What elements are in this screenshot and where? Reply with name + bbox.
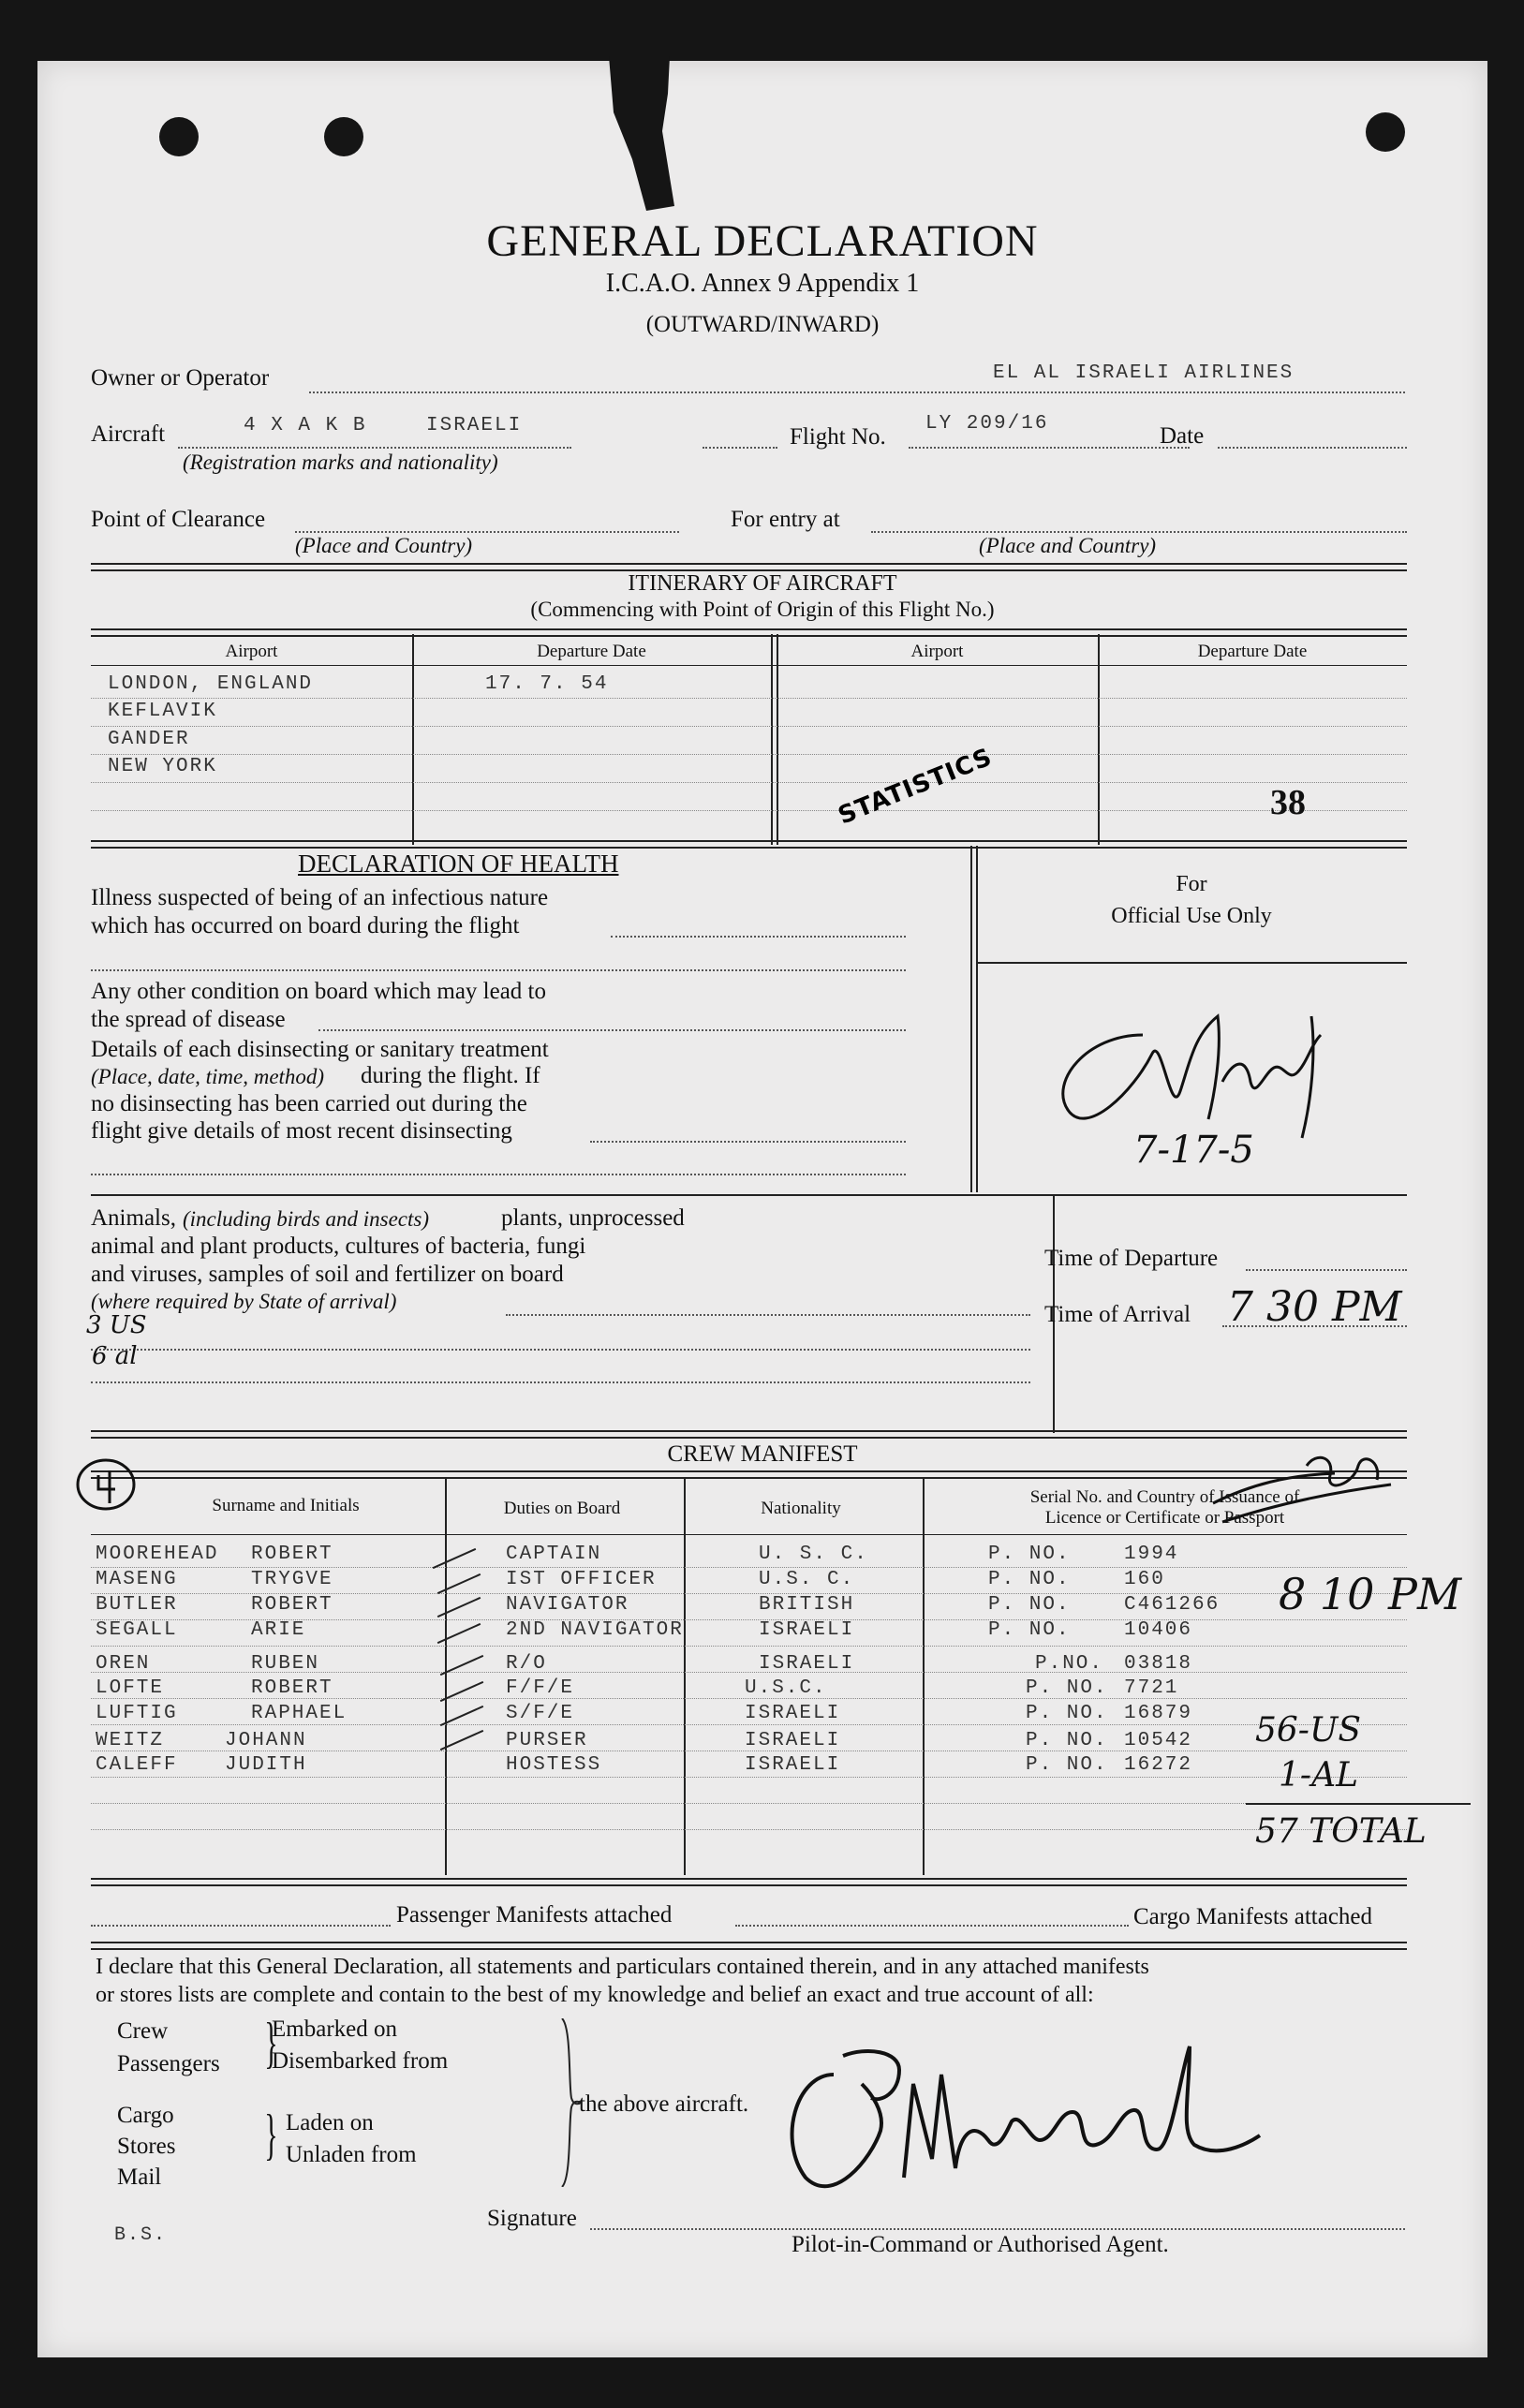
illness-line [611, 936, 906, 938]
crew-handwritten-al: 1-AL [1279, 1756, 1358, 1795]
health-details-1: Details of each disinsecting or sanitary treatment [91, 1037, 549, 1062]
other-line [318, 1029, 906, 1031]
animals-line-2 [91, 1349, 1030, 1351]
crew-col-duty: Duties on Board [503, 1499, 621, 1518]
crew-duty: HOSTESS [506, 1754, 602, 1776]
entry-label: For entry at [731, 507, 840, 532]
time-arrival-label: Time of Arrival [1044, 1302, 1191, 1327]
itinerary-airport-0[interactable]: LONDON, ENGLAND [108, 673, 314, 695]
animals-line [506, 1314, 1030, 1316]
crew-duty: F/F/E [506, 1677, 575, 1699]
crew-nationality: U.S.C. [745, 1677, 827, 1699]
decl-stores: Stores [117, 2134, 176, 2159]
flight-line [909, 447, 1190, 449]
crew-serial: 10542 [1124, 1730, 1193, 1751]
crew-surname: MASENG [96, 1569, 178, 1590]
declaration-top-rule [91, 1942, 1407, 1950]
crew-col-line-1 [445, 1477, 447, 1875]
itinerary-col-departure-2: Departure Date [1197, 642, 1308, 661]
crew-nationality: BRITISH [759, 1594, 855, 1616]
itinerary-row-line [91, 810, 1407, 811]
crew-duty: PURSER [506, 1730, 588, 1751]
aircraft-registration[interactable]: 4 X A K B [244, 415, 367, 436]
passenger-manifests: Passenger Manifests attached [396, 1902, 673, 1928]
itinerary-row-line [91, 782, 1407, 783]
crew-col-line-2 [684, 1477, 686, 1875]
crew-surname: WEITZ [96, 1730, 165, 1751]
tear-mark [557, 56, 726, 225]
decl-crew: Crew [117, 2018, 169, 2044]
crew-nationality: ISRAELI [759, 1653, 855, 1675]
animals-4: (where required by State of arrival) [91, 1290, 397, 1313]
itinerary-col-departure-1: Departure Date [537, 642, 646, 661]
date-label: Date [1160, 423, 1205, 449]
crew-serial: 1994 [1124, 1544, 1179, 1565]
aircraft-nationality[interactable]: ISRAELI [426, 415, 523, 436]
signature-label: Signature [487, 2206, 577, 2231]
health-details-2a: (Place, date, time, method) [91, 1065, 325, 1088]
crew-duty: R/O [506, 1653, 547, 1675]
crew-nationality: ISRAELI [745, 1703, 841, 1724]
crew-handwritten-total: 57 TOTAL [1255, 1812, 1427, 1851]
official-bottom-rule [1021, 1194, 1407, 1196]
declaration-line-2: or stores lists are complete and contain to the best of my knowledge and belief an exact and true account of all: [96, 1983, 1094, 2007]
crew-pno: P. NO. [988, 1569, 1071, 1590]
crew-serial: 7721 [1124, 1677, 1179, 1699]
decl-cargo: Cargo [117, 2103, 174, 2128]
crew-row-line [91, 1724, 1407, 1725]
cargo-manifest-line [735, 1925, 1129, 1927]
crew-duty: NAVIGATOR [506, 1594, 629, 1616]
decl-passengers: Passengers [117, 2051, 220, 2076]
crew-serial: 16879 [1124, 1703, 1193, 1724]
crew-duty: IST OFFICER [506, 1569, 657, 1590]
crew-first-name: ARIE [251, 1619, 306, 1641]
crew-nationality: U. S. C. [759, 1544, 868, 1565]
registration-note: (Registration marks and nationality) [183, 451, 498, 474]
flight-lead-line [703, 447, 777, 449]
crew-surname: CALEFF [96, 1754, 178, 1776]
health-title: DECLARATION OF HEALTH [298, 849, 619, 878]
crew-surname: SEGALL [96, 1619, 178, 1641]
health-other-2: the spread of disease [91, 1007, 286, 1032]
owner-label: Owner or Operator [91, 365, 270, 391]
crew-handwritten-time: 8 10 PM [1279, 1569, 1462, 1619]
owner-value[interactable]: EL AL ISRAELI AIRLINES [993, 362, 1295, 384]
check-mark [433, 1548, 476, 1569]
official-handwritten-date: 7-17-5 [1133, 1129, 1254, 1172]
form-subtitle: I.C.A.O. Annex 9 Appendix 1 [605, 269, 920, 298]
itinerary-bottom-rule [91, 840, 1407, 849]
aircraft-label: Aircraft [91, 421, 166, 447]
crew-serial: 03818 [1124, 1653, 1193, 1675]
health-illness-2: which has occurred on board during the flight [91, 913, 520, 938]
health-details-4: flight give details of most recent disinsecting [91, 1118, 512, 1144]
health-details-2b: during the flight. If [361, 1063, 540, 1088]
crew-duty: S/F/E [506, 1703, 575, 1724]
itinerary-airport-2[interactable]: GANDER [108, 729, 190, 750]
crew-duty: 2ND NAVIGATOR [506, 1619, 684, 1641]
time-arrival-value[interactable]: 7 30 PM [1227, 1283, 1402, 1331]
health-divider-b [976, 846, 978, 1192]
crew-surname: LUFTIG [96, 1703, 178, 1724]
crew-pno: P. NO. [1026, 1754, 1108, 1776]
crew-row-line [91, 1803, 1407, 1804]
details-line-2 [91, 1174, 906, 1175]
form-direction: (OUTWARD/INWARD) [645, 312, 880, 337]
illness-line-2 [91, 969, 906, 971]
initials: B.S. [114, 2224, 168, 2246]
itinerary-header-rule [91, 628, 1407, 637]
crew-pno: P. NO. [988, 1594, 1071, 1616]
animals-2: animal and plant products, cultures of bacteria, fungi [91, 1234, 586, 1259]
signature-line [590, 2228, 1405, 2230]
crew-duty: CAPTAIN [506, 1544, 602, 1565]
decl-unladen: Unladen from [286, 2142, 417, 2167]
owner-line [309, 391, 1405, 393]
crew-surname: LOFTE [96, 1677, 165, 1699]
animals-3: and viruses, samples of soil and fertilizer on board [91, 1262, 564, 1287]
crew-first-name: RAPHAEL [251, 1703, 348, 1724]
itinerary-airport-1[interactable]: KEFLAVIK [108, 701, 217, 722]
itinerary-departure-date[interactable]: 17. 7. 54 [485, 673, 609, 695]
decl-above-aircraft: the above aircraft. [579, 2091, 749, 2117]
punch-hole-right [1366, 112, 1405, 152]
pilot-signature [777, 2018, 1265, 2234]
decl-embarked: Embarked on [272, 2017, 397, 2042]
crew-pno: P. NO. [988, 1544, 1071, 1565]
health-other-1: Any other condition on board which may lead to [91, 979, 546, 1004]
punch-hole-left [159, 117, 199, 156]
crew-pno: P. NO. [1026, 1703, 1108, 1724]
crew-surname: BUTLER [96, 1594, 178, 1616]
crew-row-line [91, 1567, 1407, 1568]
check-mark [437, 1597, 481, 1618]
crew-serial: C461266 [1124, 1594, 1221, 1616]
itinerary-col-airport-2: Airport [910, 642, 964, 661]
clearance-line [295, 531, 679, 533]
crew-pno: P. NO. [1026, 1677, 1108, 1699]
itinerary-row-line [91, 726, 1407, 727]
health-divider [970, 846, 972, 1192]
passenger-manifest-line [91, 1925, 391, 1927]
cargo-manifests: Cargo Manifests attached [1133, 1904, 1373, 1929]
decl-disembarked: Disembarked from [272, 2048, 449, 2074]
itinerary-col-airport-1: Airport [225, 642, 278, 661]
declaration-form [37, 61, 1487, 2357]
crew-col-nat: Nationality [761, 1499, 841, 1518]
crew-row-line [91, 1646, 1407, 1647]
crew-first-name: RUBEN [251, 1653, 320, 1675]
crew-first-name: TRYGVE [251, 1569, 333, 1590]
crew-first-name: ROBERT [251, 1544, 333, 1565]
crew-col-serial-1: Serial No. and Country of Issuance of [1029, 1487, 1300, 1507]
clearance-label: Point of Clearance [91, 507, 266, 532]
crew-col-line-3 [923, 1477, 925, 1875]
crew-handwritten-us: 56-US [1255, 1711, 1361, 1750]
crew-pno: P.NO. [1035, 1653, 1104, 1675]
date-line [1218, 447, 1407, 449]
crew-pno: P. NO. [988, 1619, 1071, 1641]
brace: } [264, 2012, 278, 2074]
itinerary-airport-3[interactable]: NEW YORK [108, 756, 217, 777]
decl-mail: Mail [117, 2164, 162, 2190]
itinerary-title: ITINERARY OF AIRCRAFT [628, 571, 897, 596]
itinerary-col-header-rule [91, 665, 1407, 666]
sum-rule [1246, 1803, 1471, 1805]
flight-value[interactable]: LY 209/16 [925, 413, 1049, 435]
official-use-only: Official Use Only [1111, 904, 1272, 928]
animals-handwritten-us: 3 US [86, 1311, 147, 1339]
crew-top-rule [91, 1430, 1407, 1439]
flight-label: Flight No. [790, 424, 886, 450]
time-departure-label: Time of Departure [1044, 1246, 1219, 1271]
clearance-place-note: (Place and Country) [295, 534, 473, 557]
crew-header-scribble [1194, 1447, 1419, 1541]
official-for: For [1176, 872, 1207, 896]
punch-hole-mid [324, 117, 363, 156]
pilot-in-command: Pilot-in-Command or Authorised Agent. [792, 2232, 1169, 2257]
crew-row-line [91, 1829, 1407, 1830]
itinerary-number: 38 [1270, 783, 1306, 822]
form-title: GENERAL DECLARATION [486, 216, 1039, 266]
brace: } [264, 2104, 278, 2165]
itinerary-row-line [91, 698, 1407, 699]
animals-1b: (including birds and insects) [183, 1207, 429, 1231]
health-illness-1: Illness suspected of being of an infectious nature [91, 885, 549, 910]
crew-surname: MOOREHEAD [96, 1544, 219, 1565]
details-line [590, 1141, 906, 1143]
crew-first-name: ROBERT [251, 1594, 333, 1616]
crew-surname: OREN [96, 1653, 151, 1675]
animals-top-rule [91, 1194, 1056, 1196]
animals-line-3 [91, 1381, 1030, 1383]
crew-serial: 16272 [1124, 1754, 1193, 1776]
crew-first-name: JOHANN [225, 1730, 307, 1751]
itinerary-subtitle: (Commencing with Point of Origin of this Flight No.) [530, 598, 995, 621]
aircraft-line [178, 447, 571, 449]
crew-serial: 10406 [1124, 1619, 1193, 1641]
itinerary-row-line [91, 754, 1407, 755]
crew-nationality: ISRAELI [745, 1730, 841, 1751]
entry-place-note: (Place and Country) [979, 534, 1157, 557]
crew-nationality: ISRAELI [759, 1619, 855, 1641]
declaration-line-1: I declare that this General Declaration, all statements and particulars contained therein, and in any attached manifests [96, 1955, 1149, 1979]
crew-col-name: Surname and Initials [212, 1496, 360, 1515]
statistics-stamp: STATISTICS [834, 743, 997, 831]
entry-line [871, 531, 1407, 533]
crew-pno: P. NO. [1026, 1730, 1108, 1751]
crew-serial: 160 [1124, 1569, 1165, 1590]
crew-row-line [91, 1777, 1407, 1778]
health-details-3: no disinsecting has been carried out during the [91, 1091, 527, 1116]
animals-1a: Animals, [91, 1205, 176, 1231]
official-rule [976, 962, 1407, 964]
crew-col-serial-2: Licence or Certificate or Passport [1044, 1508, 1285, 1528]
crew-first-name: JUDITH [225, 1754, 307, 1776]
check-mark [437, 1573, 481, 1594]
check-mark [437, 1623, 481, 1644]
crew-nationality: ISRAELI [745, 1754, 841, 1776]
animals-1c: plants, unprocessed [501, 1205, 685, 1231]
crew-nationality: U.S. C. [759, 1569, 855, 1590]
crew-title: CREW MANIFEST [667, 1441, 858, 1467]
itinerary-top-rule [91, 563, 1407, 571]
departure-line [1246, 1269, 1407, 1271]
animals-handwritten-al: 6 al [92, 1342, 138, 1370]
crew-bottom-rule [91, 1878, 1407, 1886]
crew-first-name: ROBERT [251, 1677, 333, 1699]
decl-laden: Laden on [286, 2110, 374, 2135]
